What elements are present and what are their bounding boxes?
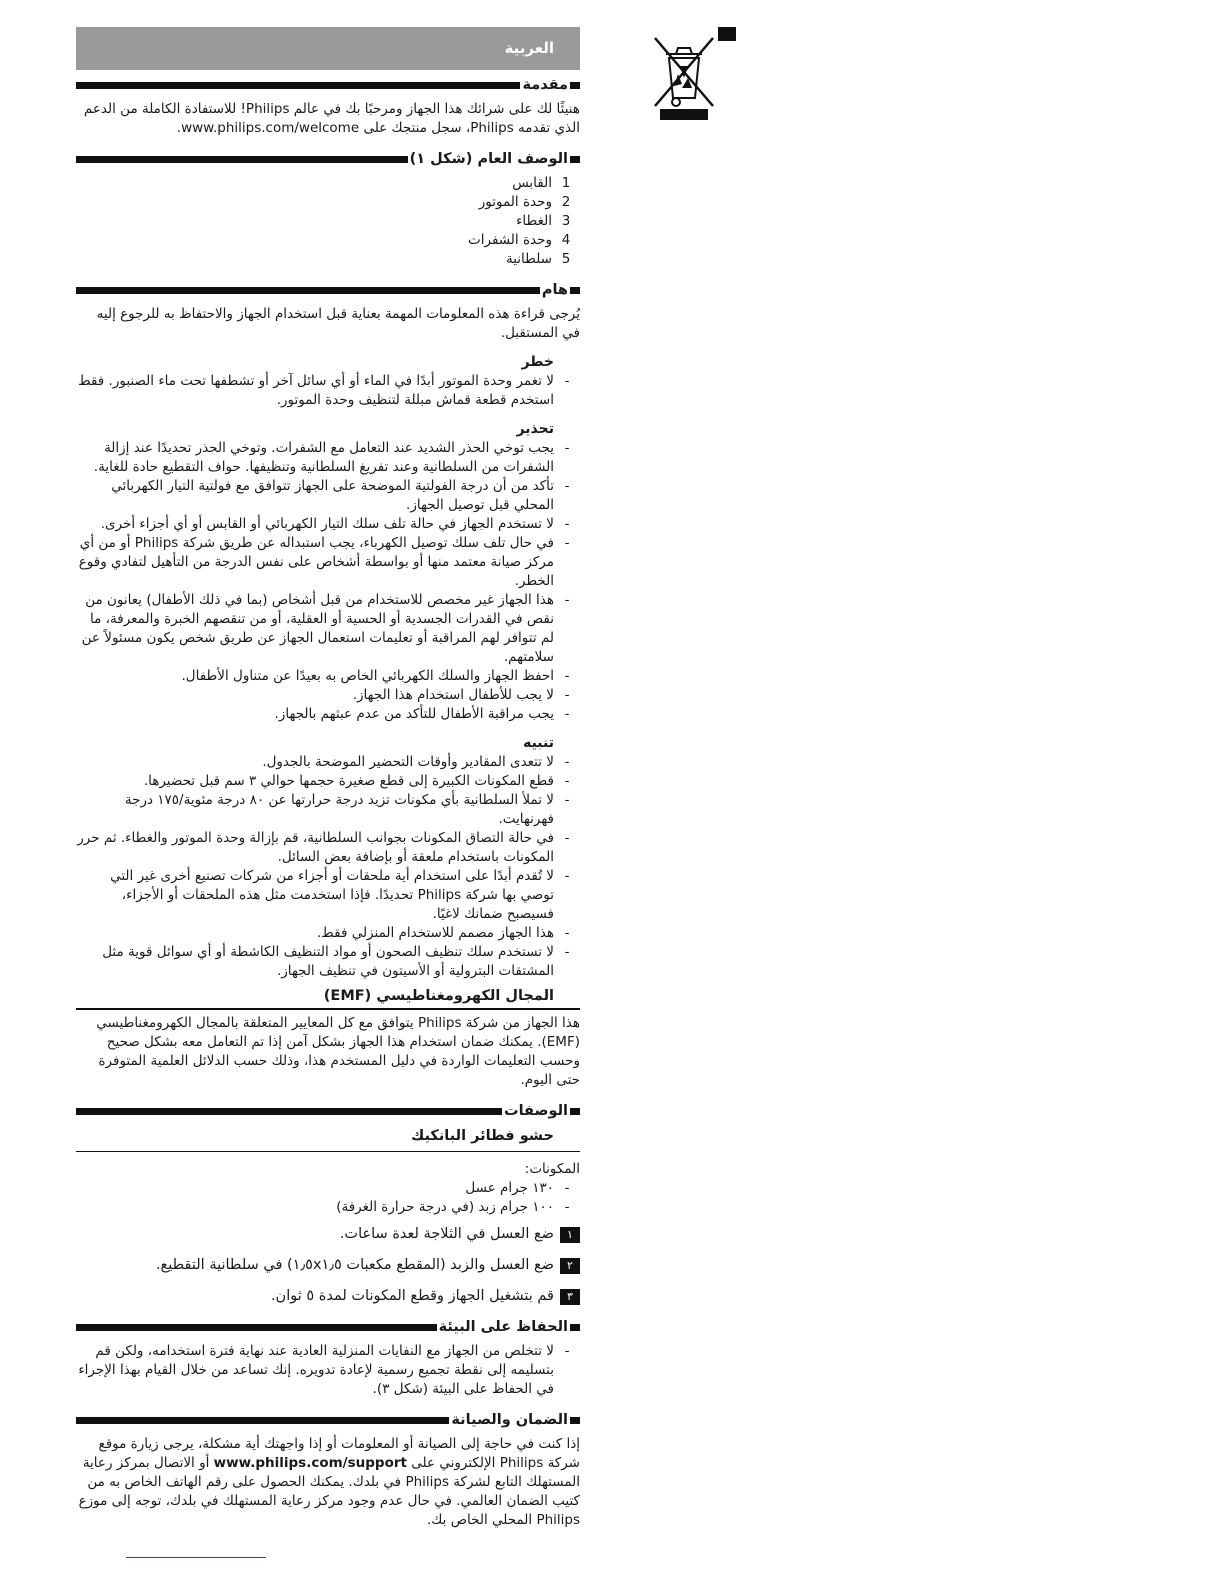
- emf-text: هذا الجهاز من شركة Philips يتوافق مع كل المعايير المتعلقة بالمجال الكهرومغناطيسي (EMF). يمكنك ضمان استخدام هذا الجهاز بشكل آمن إذا تم التعامل معه بشكل صحيح وحسب التعليمات الواردة في دليل المستخدم هذا، وذلك حسب الدلائل العلمية المتوفرة حتى اليوم.: [96, 1015, 580, 1088]
- recipe-step: ١ ضع العسل في الثلاجة لعدة ساعات.: [76, 1225, 580, 1244]
- list-item: - يجب توخي الحذر الشديد عند التعامل مع الشفرات. وتوخي الحذر تحديدًا عند إزالة الشفرات من السلطانية وعند تفريغ السلطانية وتنظيفها. حواف التقطيع حادة للغاية.: [93, 440, 570, 475]
- manual-column: [76, 27, 580, 1530]
- list-item: - لا يجب للأطفال استخدام هذا الجهاز.: [352, 687, 570, 703]
- caution-title: تنبيه: [523, 735, 554, 751]
- section-heading-recipes: الوصفات: [76, 1102, 580, 1121]
- list-item: 3 الغطاء: [516, 213, 571, 229]
- danger-list: [76, 372, 580, 410]
- bin-underline-bar: [660, 109, 708, 120]
- section-heading-environment: الحفاظ على البيئة: [76, 1318, 580, 1337]
- section-heading-important: هام: [76, 281, 580, 300]
- guarantee-text: إذا كنت في حاجة إلى الصيانة أو المعلومات أو إذا واجهتك أية مشكلة، يرجى زيارة موقع شركة Philips الإلكتروني على www.philips.com/support أو الاتصال بمركز رعاية المستهلك التابع لشركة Philips في بلدك. يمكنك الحصول على رقم الهاتف الخاص به من كتيب الضمان العالمي. في حال عدم وجود مركز رعاية المستهلك في بلدك، توجه إلى موزع Philips المحلي الخاص بك.: [78, 1436, 580, 1528]
- list-item: - لا تستخدم سلك تنظيف الصحون أو مواد التنظيف الكاشطة أو أي سوائل قوية مثل المشتقات البترولية أو الأسيتون في تنظيف الجهاز.: [102, 944, 570, 979]
- danger-title: خطر: [521, 354, 554, 370]
- emf-title: المجال الكهرومغناطيسي (EMF): [76, 987, 580, 1010]
- list-item: - ١٣٠ جرام عسل: [465, 1180, 570, 1196]
- list-item: 1 القابس: [512, 175, 571, 191]
- list-item: - يجب مراقبة الأطفال للتأكد من عدم عبثهم بالجهاز.: [274, 706, 570, 722]
- list-item: - لا تستخدم الجهاز في حالة تلف سلك التيار الكهربائي أو القابس أو أي أجزاء أخرى.: [100, 516, 570, 532]
- list-item: 4 وحدة الشفرات: [468, 232, 571, 248]
- support-link[interactable]: www.philips.com/support: [213, 1455, 407, 1471]
- important-text: يُرجى قراءة هذه المعلومات المهمة بعناية قبل استخدام الجهاز والاحتفاظ به للرجوع إليه في المستقبل.: [96, 306, 580, 341]
- list-item: - لا تُقدم أبدًا على استخدام أية ملحقات أو أجزاء من شركات تصنيع أخرى غير التي توصي بها شركة Philips تحديدًا. فإذا استخدمت مثل هذه الملحقات أو الأجزاء، فسيصبح ضمانك لاغيًا.: [110, 868, 570, 922]
- list-item: - هذا الجهاز مصمم للاستخدام المنزلي فقط.: [317, 925, 570, 941]
- warning-list: [76, 439, 580, 724]
- footer-rule: [126, 1557, 266, 1558]
- recipe-steps: [76, 1225, 580, 1306]
- list-item: 5 سلطانية: [505, 251, 571, 267]
- recipe-step: ٣ قم بتشغيل الجهاز وقطع المكونات لمدة ٥ ثوان.: [76, 1287, 580, 1306]
- corner-mark: [718, 27, 736, 41]
- recipe-step: ٢ ضع العسل والزبد (المقطع مكعبات ١٫٥x١٫٥) في سلطانية التقطيع.: [76, 1256, 580, 1275]
- recipe-title: حشو فطائر البانكيك: [76, 1127, 580, 1152]
- section-heading-intro: مقدمة: [76, 76, 580, 95]
- section-heading-guarantee: الضمان والصيانة: [76, 1411, 580, 1430]
- warning-title: تحذير: [516, 421, 554, 437]
- intro-text: هنيئًا لك على شرائك هذا الجهاز ومرحبًا بك في عالم Philips! للاستفادة الكاملة من الدعم الذي تقدمه Philips، سجل منتجك على www.philips.com/welcome.: [83, 101, 580, 136]
- list-item: - هذا الجهاز غير مخصص للاستخدام من قبل أشخاص (بما في ذلك الأطفال) يعانون من نقص في القدرات الجسدية أو الحسية أو العقلية، أو من تنقصهم الخبرة والمعرفة، ما لم تتوافر لهم المراقبة أو تعليمات استعمال الجهاز عن طريق شخص يكون مسئولاً عن سلامتهم.: [81, 592, 570, 665]
- list-item: - في حالة التصاق المكونات بجوانب السلطانية، قم بإزالة وحدة الموتور والغطاء. ثم حرر المكونات باستخدام ملعقة أو بإضافة بعض السائل.: [77, 830, 570, 865]
- caution-list: [76, 753, 580, 981]
- list-item: - لا تملأ السلطانية بأي مكونات تزيد درجة حرارتها عن ٨٠ درجة مئوية/١٧٥ درجة فهرنهايت.: [124, 792, 570, 827]
- ingredients-label: المكونات:: [524, 1161, 580, 1177]
- list-item: 2 وحدة الموتور: [478, 194, 571, 210]
- section-heading-general: الوصف العام (شكل ١): [76, 150, 580, 169]
- language-header: العربية: [76, 27, 580, 70]
- list-item: - في حال تلف سلك توصيل الكهرباء، يجب استبداله عن طريق شركة Philips أو من أي مركز صيانة معتمد منها أو بواسطة أشخاص على نفس الدرجة من التأهيل لتفادي وقوع الخطر.: [78, 535, 570, 589]
- list-item: - لا تتخلص من الجهاز مع النفايات المنزلية العادية عند نهاية فترة استخدامه، ولكن قم بتسليمه إلى نقطة تجميع رسمية لإعادة تدويره. إنك تساعد من خلال القيام بهذا الإجراء في الحفاظ على البيئة (شكل ٣).: [78, 1343, 570, 1397]
- list-item: - قطع المكونات الكبيرة إلى قطع صغيرة حجمها حوالي ٣ سم قبل تحضيرها.: [143, 773, 570, 789]
- list-item: - لا تغمر وحدة الموتور أبدًا في الماء أو أي سائل آخر أو تشطفها تحت ماء الصنبور. فقط استخدم قطعة قماش مبللة لتنظيف وحدة الموتور.: [78, 373, 570, 408]
- list-item: - تأكد من أن درجة الفولتية الموضحة على الجهاز تتوافق مع فولتية التيار الكهربائي المحلي قبل توصيل الجهاز.: [111, 478, 570, 513]
- list-item: - لا تتعدى المقادير وأوقات التحضير الموضحة بالجدول.: [262, 754, 570, 770]
- list-item: - ١٠٠ جرام زبد (في درجة حرارة الغرفة): [336, 1199, 570, 1215]
- list-item: - احفظ الجهاز والسلك الكهربائي الخاص به بعيدًا عن متناول الأطفال.: [181, 668, 570, 684]
- ingredients-list: [76, 1179, 580, 1217]
- environment-list: [76, 1342, 580, 1399]
- parts-list: [76, 174, 580, 269]
